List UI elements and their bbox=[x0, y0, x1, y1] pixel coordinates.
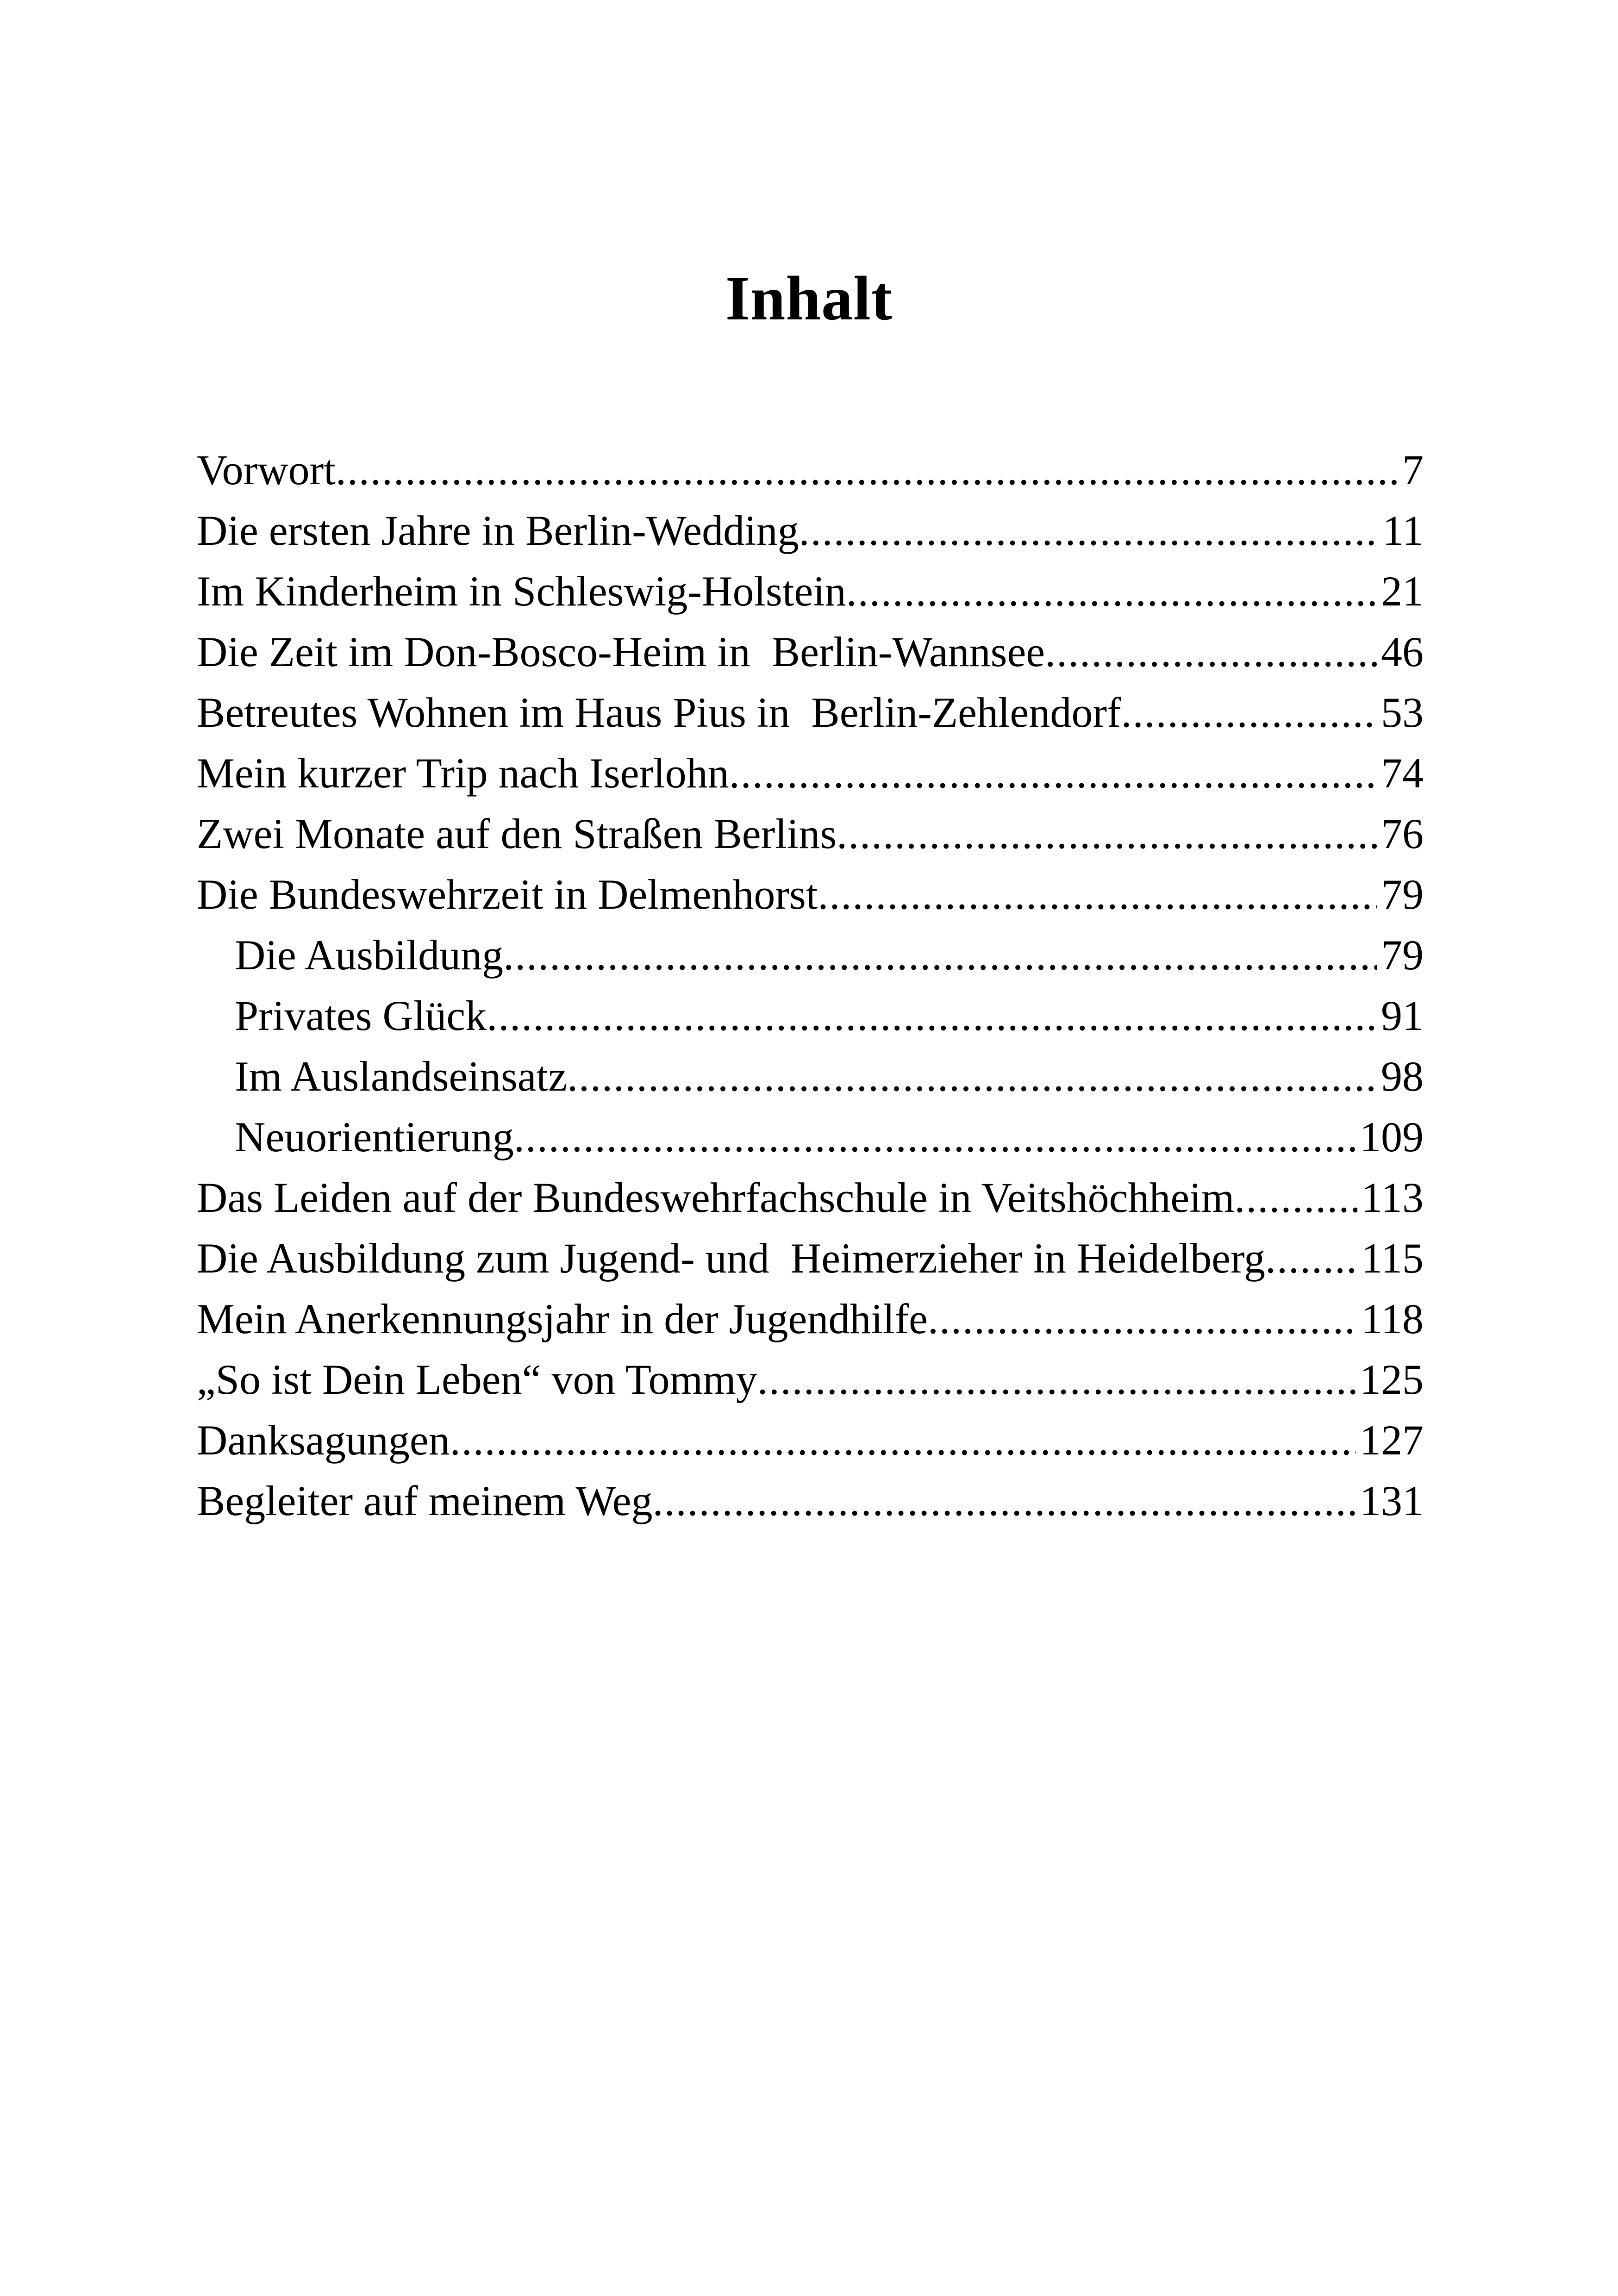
toc-subentry bbox=[197, 1046, 1424, 1107]
toc-entry-title: Die ersten Jahre in Berlin-Wedding bbox=[197, 507, 799, 554]
toc-entry-title: Das Leiden auf der Bundeswehrfachschule in Veitshöchheim bbox=[197, 1174, 1235, 1221]
toc-entry bbox=[197, 804, 1424, 864]
toc-dot-leader bbox=[1045, 622, 1377, 682]
toc-subentry bbox=[197, 925, 1424, 986]
toc-page-number: 125 bbox=[1360, 1356, 1424, 1403]
toc-entry-title: Zwei Monate auf den Straßen Berlins bbox=[197, 810, 837, 857]
toc-dot-leader bbox=[1234, 1167, 1357, 1228]
toc-dot-leader bbox=[487, 986, 1377, 1046]
table-of-contents bbox=[197, 440, 1424, 1531]
toc-entry bbox=[197, 1349, 1424, 1410]
toc-dot-leader bbox=[514, 1107, 1356, 1167]
toc-entry-title: Neuorientierung bbox=[235, 1113, 514, 1160]
toc-page-number: 79 bbox=[1381, 931, 1424, 979]
toc-entry bbox=[197, 864, 1424, 925]
toc-entry bbox=[197, 1471, 1424, 1531]
toc-entry bbox=[197, 1289, 1424, 1349]
toc-dot-leader bbox=[837, 804, 1377, 864]
toc-dot-leader bbox=[729, 743, 1377, 804]
toc-entry bbox=[197, 1228, 1424, 1289]
toc-dot-leader bbox=[336, 440, 1399, 500]
toc-entry-title: Vorwort bbox=[197, 446, 336, 493]
toc-entry bbox=[197, 682, 1424, 743]
toc-page-number: 21 bbox=[1381, 568, 1424, 615]
toc-page-number: 98 bbox=[1381, 1053, 1424, 1100]
toc-page-number: 53 bbox=[1381, 689, 1424, 736]
toc-entry-title: Mein Anerkennungsjahr in der Jugendhilfe bbox=[197, 1295, 928, 1342]
toc-entry bbox=[197, 1410, 1424, 1471]
toc-entry-title: „So ist Dein Leben“ von Tommy bbox=[197, 1356, 757, 1403]
toc-page-number: 109 bbox=[1360, 1113, 1424, 1160]
toc-dot-leader bbox=[757, 1349, 1356, 1410]
toc-page-number: 11 bbox=[1382, 507, 1424, 554]
toc-page-number: 91 bbox=[1381, 992, 1424, 1039]
page-title: Inhalt bbox=[725, 264, 893, 333]
toc-dot-leader bbox=[1265, 1228, 1357, 1289]
toc-entry-title: Die Ausbildung zum Jugend- und Heimerzieher in Heidelberg bbox=[197, 1235, 1265, 1282]
toc-subentry bbox=[197, 1107, 1424, 1167]
toc-page-number: 74 bbox=[1381, 749, 1424, 797]
toc-entry-title: Mein kurzer Trip nach Iserlohn bbox=[197, 749, 729, 797]
toc-entry bbox=[197, 1167, 1424, 1228]
toc-dot-leader bbox=[653, 1471, 1356, 1531]
toc-dot-leader bbox=[799, 500, 1379, 561]
toc-entry-title: Die Bundeswehrzeit in Delmenhorst bbox=[197, 871, 818, 918]
toc-page-number: 118 bbox=[1361, 1295, 1424, 1342]
toc-entry-title: Privates Glück bbox=[235, 992, 487, 1039]
toc-entry bbox=[197, 561, 1424, 622]
toc-page-number: 46 bbox=[1381, 628, 1424, 675]
toc-page-number: 131 bbox=[1360, 1477, 1424, 1524]
toc-entry bbox=[197, 440, 1424, 500]
toc-entry-title: Danksagungen bbox=[197, 1416, 450, 1464]
toc-entry-title: Die Ausbildung bbox=[235, 931, 504, 979]
toc-dot-leader bbox=[503, 925, 1377, 986]
toc-page-number: 113 bbox=[1361, 1174, 1424, 1221]
toc-subentry bbox=[197, 986, 1424, 1046]
toc-dot-leader bbox=[1121, 682, 1377, 743]
toc-entry bbox=[197, 500, 1424, 561]
toc-dot-leader bbox=[818, 864, 1377, 925]
toc-entry bbox=[197, 622, 1424, 682]
toc-dot-leader bbox=[567, 1046, 1377, 1107]
toc-entry-title: Im Kinderheim in Schleswig-Holstein bbox=[197, 568, 846, 615]
toc-page-number: 7 bbox=[1402, 446, 1424, 493]
toc-page-number: 127 bbox=[1360, 1416, 1424, 1464]
toc-dot-leader bbox=[846, 561, 1377, 622]
toc-dot-leader bbox=[928, 1289, 1357, 1349]
toc-dot-leader bbox=[450, 1410, 1356, 1471]
toc-page-number: 76 bbox=[1381, 810, 1424, 857]
toc-page-number: 79 bbox=[1381, 871, 1424, 918]
toc-entry-title: Die Zeit im Don-Bosco-Heim in Berlin-Wannsee bbox=[197, 628, 1045, 675]
toc-entry-title: Betreutes Wohnen im Haus Pius in Berlin-Zehlendorf bbox=[197, 689, 1121, 736]
toc-entry-title: Begleiter auf meinem Weg bbox=[197, 1477, 653, 1524]
toc-entry bbox=[197, 743, 1424, 804]
toc-entry-title: Im Auslandseinsatz bbox=[235, 1053, 567, 1100]
toc-page-number: 115 bbox=[1361, 1235, 1424, 1282]
